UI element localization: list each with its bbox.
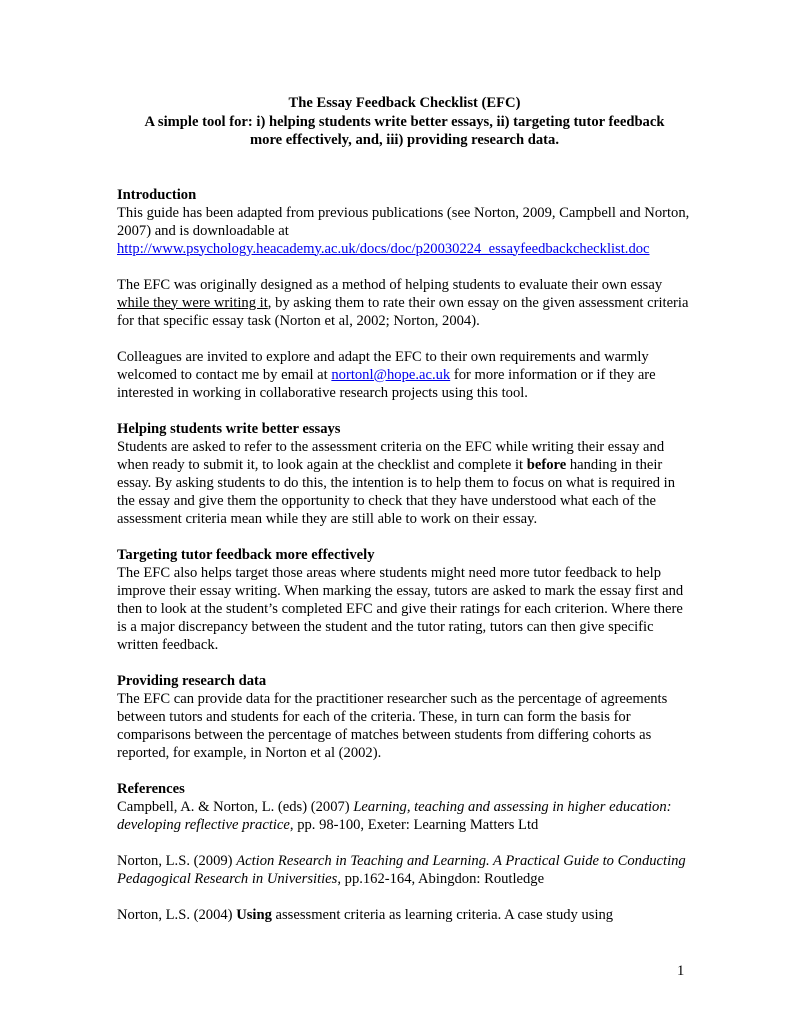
ref3-title: assessment criteria as learning criteria. A case study using <box>271 906 614 923</box>
ref3-bold: Using <box>236 906 272 923</box>
ref1-title: Learning, teaching and assessing in higher education: developing reflective practice <box>117 798 672 833</box>
targeting-feedback-paragraph: The EFC also helps target those areas where students might need more tutor feedback to help improve their essay writing. When marking the essay, tutors are asked to mark the essay first and then to look at the student’s completed EFC and give their ratings for each criterion. Where there is a major discrepancy between the student and the tutor rating, tutors can then give specific written feedback. <box>117 564 684 653</box>
references-section <box>117 780 692 924</box>
helping-text-end: handing in their essay. By asking students to do this, the intention is to help them to focus on what is required in the essay and give them the opportunity to check that they have understood what each of the assessment criteria mean while they are still able to work on their essay. <box>117 456 676 527</box>
intro-p2-underlined: while they were writing it <box>117 294 268 311</box>
intro-p1-text: This guide has been adapted from previous publications (see Norton, 2009, Campbell and Norton, 2007) and is downloadable at <box>117 204 690 239</box>
page-number: 1 <box>677 963 685 979</box>
helping-students-section <box>117 420 692 528</box>
title-line-1: The Essay Feedback Checklist (EFC) <box>288 95 521 111</box>
references-heading: References <box>117 780 185 797</box>
ref1-authors: Campbell, A. & Norton, L. (eds) (2007) <box>117 798 354 815</box>
download-link[interactable]: http://www.psychology.heacademy.ac.uk/docs/doc/p20030224_essayfeedbackchecklist.doc <box>117 240 650 257</box>
targeting-feedback-section <box>117 546 692 654</box>
research-data-section <box>117 672 692 762</box>
document-page <box>117 94 692 924</box>
helping-text-bold: before <box>526 456 567 473</box>
reference-3 <box>117 906 692 924</box>
ref3-authors: Norton, L.S. (2004) <box>117 906 237 923</box>
reference-1 <box>117 798 692 834</box>
research-data-heading: Providing research data <box>117 672 267 689</box>
document-title <box>117 94 692 150</box>
targeting-feedback-heading: Targeting tutor feedback more effectively <box>117 546 375 563</box>
title-line-3: more effectively, and, iii) providing research data. <box>249 132 559 148</box>
email-link[interactable]: nortonl@hope.ac.uk <box>331 366 451 383</box>
ref1-publisher: , pp. 98-100, Exeter: Learning Matters Ltd <box>289 816 539 833</box>
introduction-paragraph-3 <box>117 348 692 402</box>
intro-p3-end: for more information or if they are interested in working in collaborative research projects using this tool. <box>117 366 656 401</box>
introduction-paragraph-2 <box>117 276 692 330</box>
helping-students-paragraph <box>117 438 692 528</box>
ref2-publisher: , pp.162-164, Abingdon: Routledge <box>337 870 545 887</box>
ref2-authors: Norton, L.S. (2009) <box>117 852 237 869</box>
introduction-paragraph-1 <box>117 204 692 258</box>
intro-p2-end: , by asking them to rate their own essay on the given assessment criteria for that specific essay task (Norton et al, 2002; Norton, 2004). <box>117 294 689 329</box>
intro-p3-start: Colleagues are invited to explore and adapt the EFC to their own requirements and warmly welcomed to contact me by email at <box>117 348 649 383</box>
reference-2 <box>117 852 692 888</box>
helping-students-heading: Helping students write better essays <box>117 420 341 437</box>
introduction-section <box>117 186 692 402</box>
helping-text-start: Students are asked to refer to the assessment criteria on the EFC while writing their essay and when ready to submit it, to look again at the checklist and complete it <box>117 438 665 473</box>
intro-p2-start: The EFC was originally designed as a method of helping students to evaluate their own essay <box>117 276 663 293</box>
introduction-heading: Introduction <box>117 186 197 203</box>
ref2-title: Action Research in Teaching and Learning. A Practical Guide to Conducting Pedagogical Research in Universities <box>117 852 686 887</box>
title-line-2: A simple tool for: i) helping students write better essays, ii) targeting tutor feedback <box>144 113 665 130</box>
research-data-paragraph: The EFC can provide data for the practitioner researcher such as the percentage of agreements between tutors and students for each of the criteria. These, in turn can form the basis for comparisons between the percentage of matches between students from differing cohorts as reported, for example, in Norton et al (2002). <box>117 690 668 761</box>
